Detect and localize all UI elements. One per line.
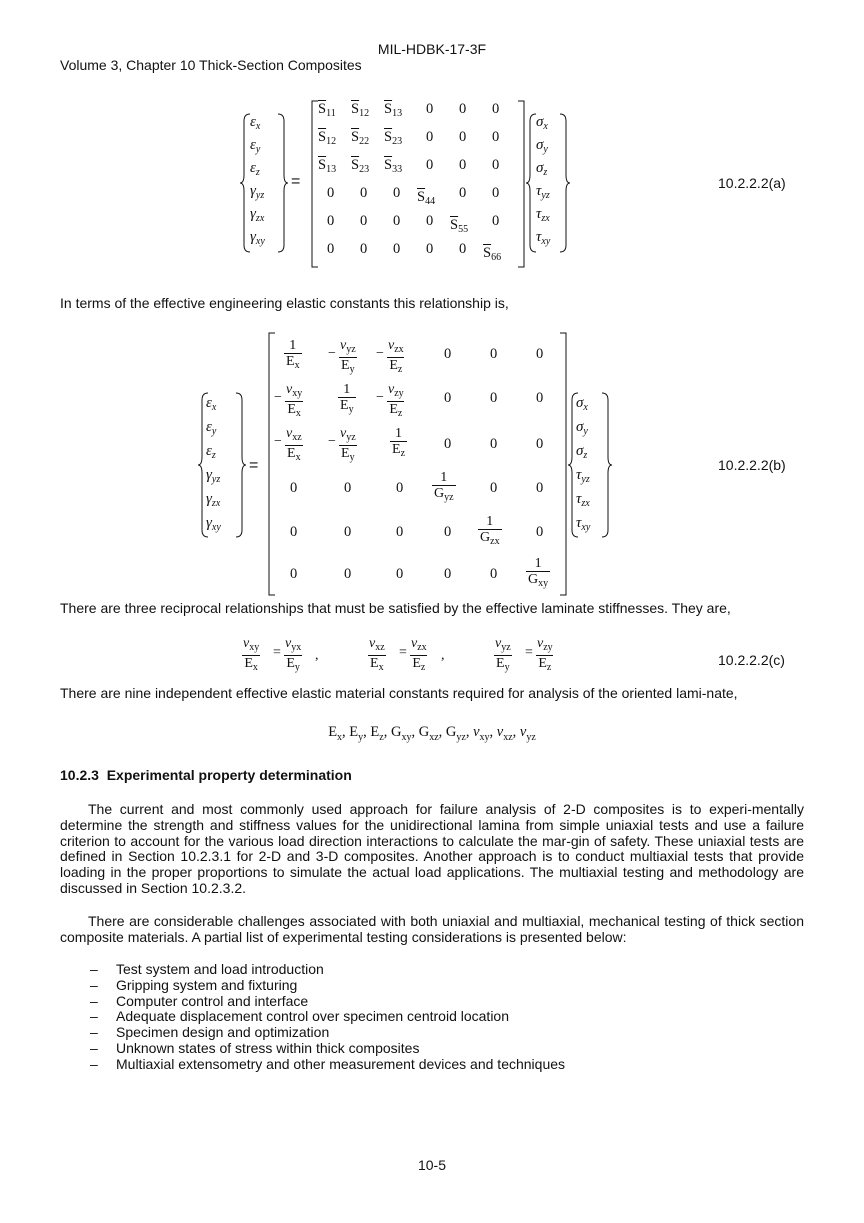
equals-sign: = (249, 457, 259, 474)
matrix-cell: 0 (426, 129, 434, 145)
strain-vector (240, 95, 290, 265)
section-heading (60, 767, 352, 783)
matrix-cell: 0 (393, 241, 401, 257)
section-number: 10.2.3 (60, 767, 99, 783)
matrix-cell: $\overline{S}_{33}$ (384, 157, 403, 175)
matrix-cell: 0 (492, 185, 500, 201)
matrix-cell: 0 (360, 241, 368, 257)
list-item: – Computer control and interface (90, 994, 790, 1010)
matrix-cell: 0 (360, 213, 368, 229)
matrix-cell: 0 (459, 185, 467, 201)
matrix-cell: $\overline{S}_{55}$ (450, 217, 469, 235)
vector-entry: $\gamma_{yz}$ (250, 183, 265, 201)
matrix-cell: $\overline{S}_{23}$ (384, 129, 403, 147)
vector-entry: $\varepsilon_z$ (250, 160, 260, 178)
matrix-cell: 0 (360, 185, 368, 201)
matrix-cell: 0 (459, 241, 467, 257)
equation-label-b: 10.2.2.2(b) (718, 457, 786, 473)
paragraph-approach: The current and most commonly used approach for failure analysis of 2-D composites is to experi-mentally determine the strength and stiffness values for the unidirectional lamina from simple uniaxial tests and use a failure criterion to account for the various load direction interactions to calculate the mar-gin of safety. These uniaxial tests are defined in Section 10.2.3.1 for 2-D and 3-D composites. Another approach is to conduct multiaxial tests that provide loading in the proper proportions to simulate the actual load applications. The multiaxial testing and methodology are discussed in Section 10.2.3.2. (60, 801, 804, 896)
vector-entry: $\varepsilon_y$ (250, 137, 261, 155)
engineering-matrix: $\frac{1}{E_x}$ − $\nu_{yz}$ $E_y$ − $\nu_{zx}$ $E_z$ 0 0 0 − $\nu_{xy}$ $E_x$ $\frac{1}{E_y}$ − $\nu_{zy}$ $E_z$ 0 0 0 − $\nu_{xz}$ $E_x$ − $\nu_{yz}$ $E_y$ $\frac{1}{E_z}$ 0 0 0 0 0 0 1 $G_{yz}$ 0 0 0 0 0 0 1 $G_{zx}$ 0 0 0 0 0 0 1 $G_{xy}$ (274, 338, 549, 589)
strain-vector (198, 390, 248, 540)
considerations-list (90, 962, 790, 1073)
vector-entry: $\gamma_{xy}$ (206, 515, 221, 533)
matrix-cell: 0 (327, 241, 335, 257)
vector-entry: $\sigma_z$ (576, 443, 588, 461)
document-id: MIL-HDBK-17-3F (377, 41, 487, 57)
vector-entry: $\tau_{xy}$ (536, 229, 551, 247)
vector-entry: $\gamma_{xy}$ (250, 229, 265, 247)
equation-b (0, 330, 864, 598)
matrix-cell: 0 (492, 157, 500, 173)
section-title: Experimental property determination (106, 767, 352, 783)
matrix-cell: 0 (393, 213, 401, 229)
chapter-title: Volume 3, Chapter 10 Thick-Section Composites (60, 57, 362, 73)
list-item: – Adequate displacement control over specimen centroid location (90, 1009, 790, 1025)
vector-entry: $\sigma_y$ (536, 137, 548, 155)
vector-entry: $\gamma_{zx}$ (206, 491, 221, 509)
matrix-cell: 0 (426, 101, 434, 117)
equation-a (0, 95, 864, 275)
vector-entry: $\varepsilon_x$ (206, 395, 217, 413)
matrix-cell: 0 (492, 213, 500, 229)
vector-entry: $\varepsilon_x$ (250, 114, 261, 132)
equation-label-c: 10.2.2.2(c) (718, 652, 785, 668)
page-number: 10-5 (417, 1157, 447, 1173)
matrix-cell: 0 (393, 185, 401, 201)
stress-vector (568, 390, 618, 540)
vector-entry: $\tau_{zx}$ (536, 206, 550, 224)
list-item: – Specimen design and optimization (90, 1025, 790, 1041)
vector-entry: $\sigma_x$ (576, 395, 588, 413)
vector-entry: $\sigma_y$ (576, 419, 588, 437)
vector-entry: $\tau_{yz}$ (576, 467, 590, 485)
paragraph-reciprocal: There are three reciprocal relationships that must be satisfied by the effective laminate stiffnesses. They are, (60, 600, 731, 616)
equals-sign: = (291, 173, 301, 190)
right-brace (234, 392, 246, 538)
right-brace (558, 113, 570, 253)
vector-entry: $\gamma_{yz}$ (206, 467, 221, 485)
matrix-cell: 0 (459, 129, 467, 145)
matrix-cell: $\overline{S}_{23}$ (351, 157, 370, 175)
matrix-cell: 0 (459, 101, 467, 117)
matrix-cell: 0 (426, 241, 434, 257)
list-item: – Test system and load introduction (90, 962, 790, 978)
matrix-cell: $\overline{S}_{22}$ (351, 129, 370, 147)
constants-list: $E_x$, $E_y$, $E_z$, $G_{xy}$, $G_{xz}$, $G_{yz}$, $\nu_{xy}$, $\nu_{xz}$, $\nu_{yz}$ (328, 724, 536, 743)
equation-c: $\nu_{xy}$ $E_x$ = $\nu_{yx}$ $E_y$ , $\nu_{xz}$ $E_x$ = $\nu_{zx}$ $E_z$ , $\nu_{yz}$ $E_y$ = $\nu_{zy}$ $E_z$ 10.2.2.2(c) (243, 636, 785, 673)
matrix-cell: $\overline{S}_{12}$ (318, 129, 337, 147)
equation-label-a: 10.2.2.2(a) (718, 175, 786, 191)
matrix-cell: $\overline{S}_{12}$ (351, 101, 370, 119)
vector-entry: $\varepsilon_y$ (206, 419, 217, 437)
list-item: – Unknown states of stress within thick composites (90, 1041, 790, 1057)
list-item: – Multiaxial extensometry and other measurement devices and techniques (90, 1057, 790, 1073)
vector-entry: $\tau_{xy}$ (576, 515, 591, 533)
right-brace (600, 392, 612, 538)
stress-vector (526, 95, 576, 265)
matrix-cell: $\overline{S}_{44}$ (417, 189, 436, 207)
matrix-cell: 0 (327, 213, 335, 229)
right-brace (276, 113, 288, 253)
paragraph-engineering-constants: In terms of the effective engineering elastic constants this relationship is, (60, 295, 509, 311)
matrix-cell: $\overline{S}_{13}$ (384, 101, 403, 119)
matrix-cell: 0 (492, 129, 500, 145)
matrix-cell: $\overline{S}_{11}$ (318, 101, 336, 119)
matrix-cell: 0 (327, 185, 335, 201)
matrix-cell: $\overline{S}_{13}$ (318, 157, 337, 175)
vector-entry: $\sigma_z$ (536, 160, 548, 178)
matrix-cell: 0 (426, 213, 434, 229)
vector-entry: $\tau_{yz}$ (536, 183, 550, 201)
matrix-cell: 0 (459, 157, 467, 173)
vector-entry: $\tau_{zx}$ (576, 491, 590, 509)
vector-entry: $\gamma_{zx}$ (250, 206, 265, 224)
matrix-cell: 0 (426, 157, 434, 173)
compliance-matrix (318, 95, 518, 270)
vector-entry: $\varepsilon_z$ (206, 443, 216, 461)
matrix-bracket-right (517, 100, 525, 268)
vector-entry: $\sigma_x$ (536, 114, 548, 132)
paragraph-nine-constants: There are nine independent effective elastic material constants required for analysis of the oriented lami-nate, (60, 685, 738, 701)
matrix-cell: 0 (492, 101, 500, 117)
matrix-cell: $\overline{S}_{66}$ (483, 245, 502, 263)
paragraph-challenges: There are considerable challenges associated with both uniaxial and multiaxial, mechanical testing of thick section composite materials. A partial list of experimental testing considerations is presented below: (60, 913, 804, 945)
list-item: – Gripping system and fixturing (90, 978, 790, 994)
